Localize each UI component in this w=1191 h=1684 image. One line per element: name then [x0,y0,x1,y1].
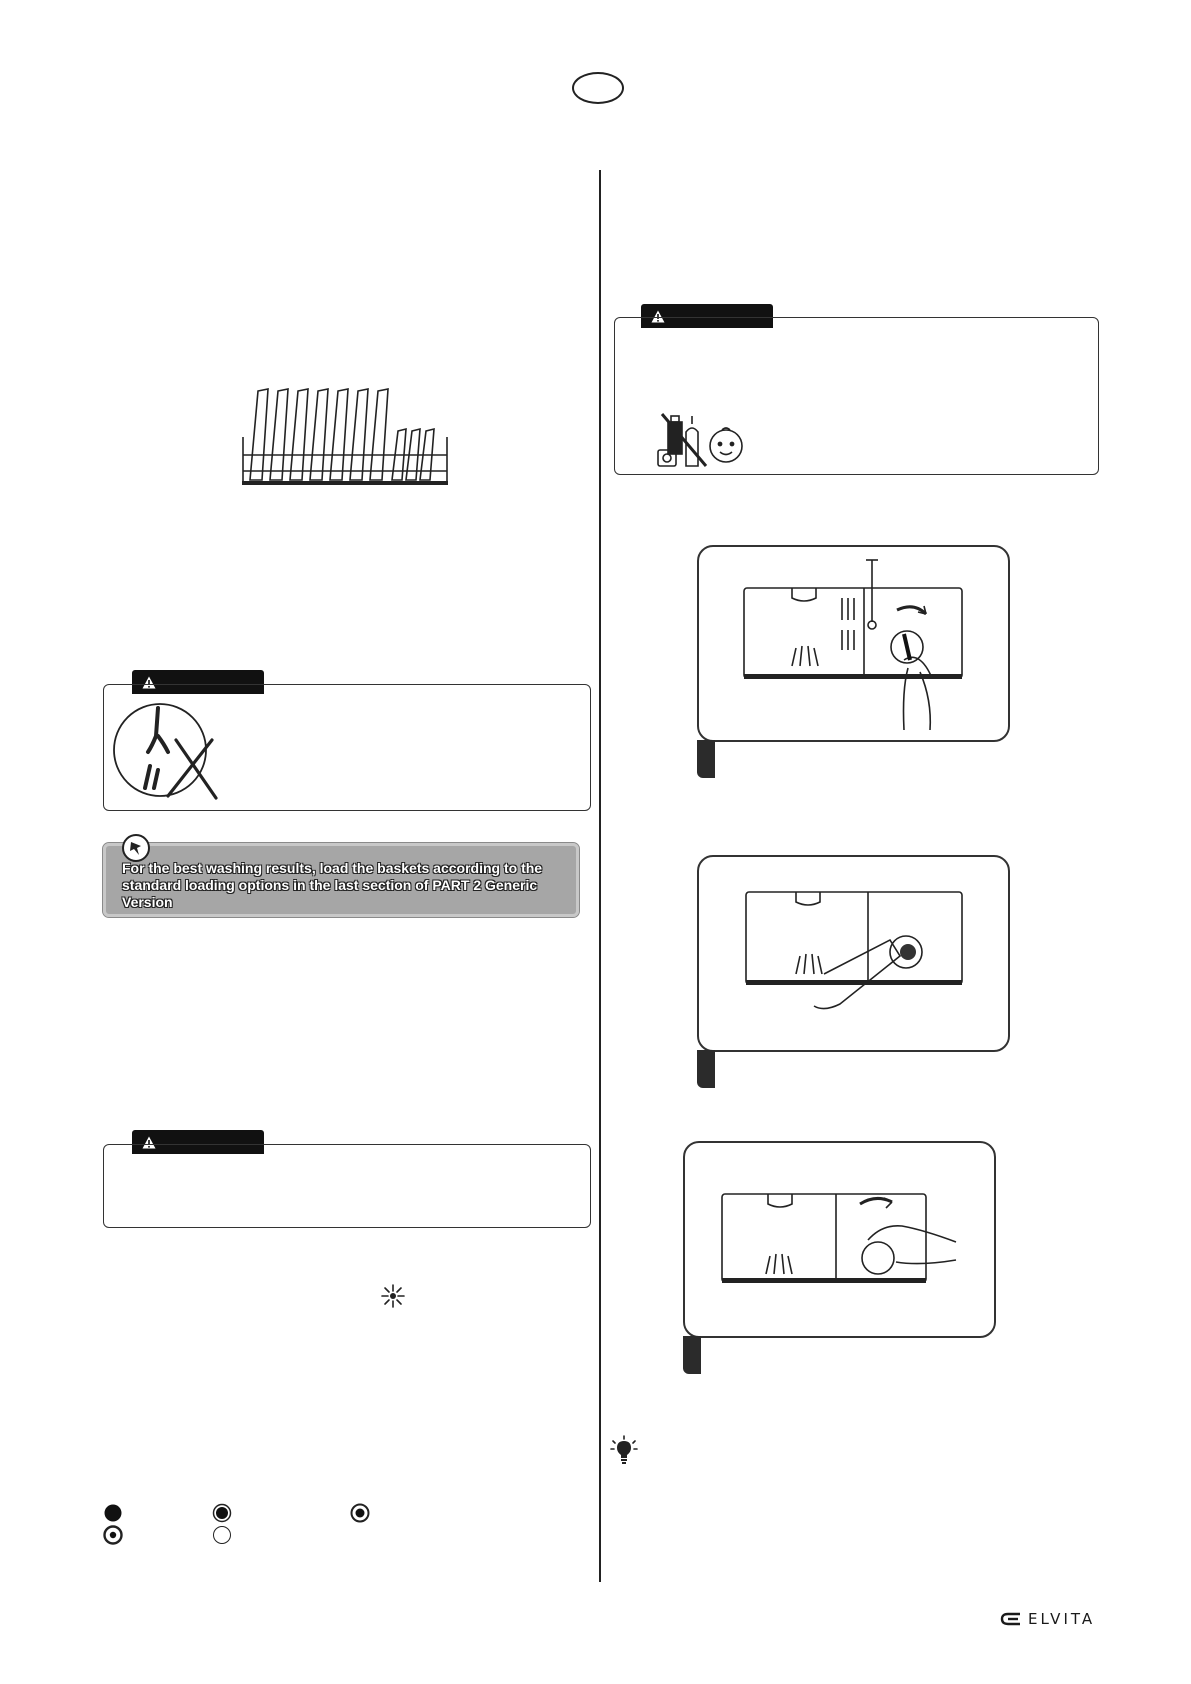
figure-tab [683,1336,701,1374]
tip-text: For the best washing results, load the baskets according to the standard loading options in the last section of PART 2 Generic Version [122,860,543,910]
plate-rack-illustration [240,385,452,487]
indicator-half-icon [350,1503,370,1523]
indicator-empty-icon [212,1525,232,1545]
brand-mark-icon [1000,1612,1022,1626]
indicator-three-quarter-icon [212,1503,232,1523]
lightbulb-icon [610,1435,638,1465]
rinse-aid-cap-close-illustration [720,1180,960,1300]
rinse-aid-filling-illustration [744,888,968,1018]
indicator-quarter-icon [103,1525,123,1545]
rinse-aid-cap-open-illustration [742,550,967,735]
keep-away-from-children-icon [656,410,746,468]
figure-tab [697,1050,715,1088]
sun-icon [380,1283,406,1309]
indicator-full-icon [103,1503,123,1523]
no-upright-knife-icon [112,700,232,800]
brand-logo [1000,1610,1095,1628]
brand-name: ELVITA [1028,1610,1096,1628]
figure-tab [697,740,715,778]
pin-icon [121,833,151,863]
language-badge [572,72,624,104]
warning-box-detergent [103,1144,591,1228]
column-divider [599,170,601,1582]
